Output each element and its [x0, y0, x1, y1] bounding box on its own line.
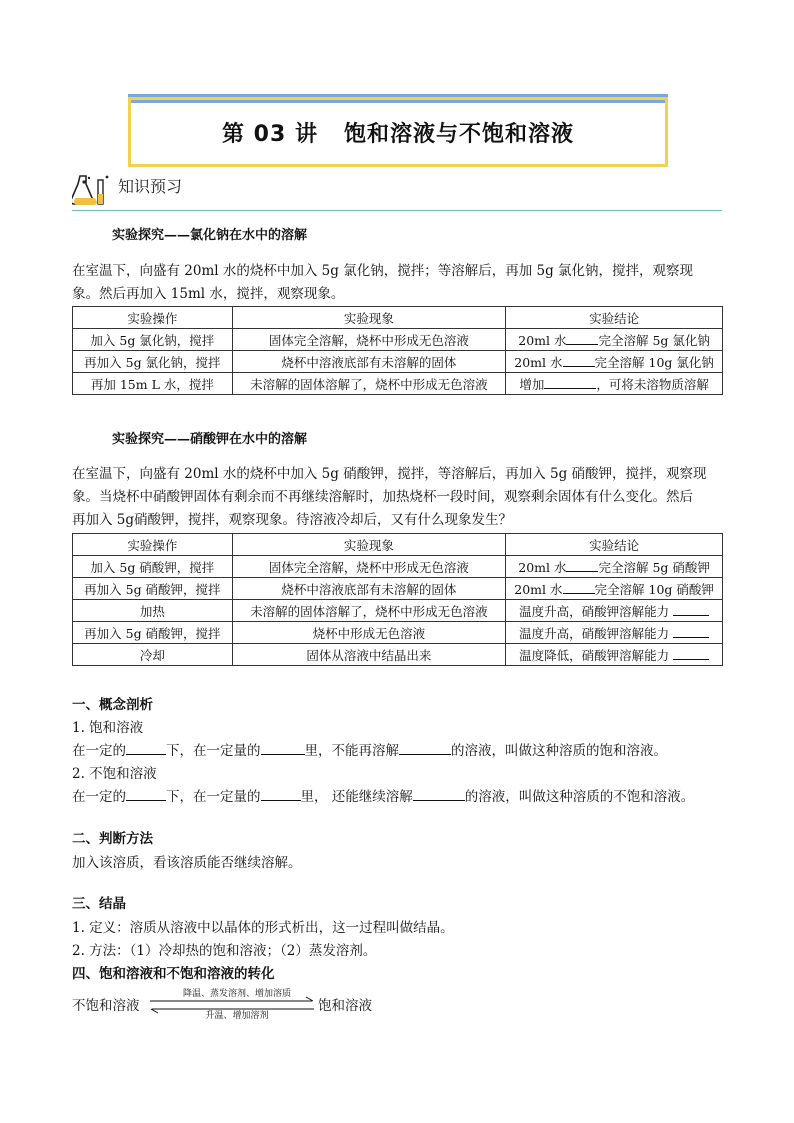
- exp1-title: 实验探究——氯化钠在水中的溶解: [112, 228, 308, 243]
- fill-blank[interactable]: [399, 740, 451, 755]
- fill-blank[interactable]: [544, 374, 596, 389]
- header-cell: 实验操作: [73, 307, 233, 329]
- crystal-definition: 1. 定义：溶质从溶液中以晶体的形式析出，这一过程叫做结晶。: [72, 920, 454, 936]
- cell-conclusion: 20ml 水 完全溶解 10g 氯化钠: [506, 351, 723, 373]
- fill-blank[interactable]: [673, 601, 709, 616]
- cell-operation: 加热: [73, 600, 233, 622]
- lab-flask-icon: [72, 172, 112, 208]
- header-cell: 实验现象: [232, 534, 505, 556]
- cell-phenomenon: 烧杯中溶液底部有未溶解的固体: [232, 351, 505, 373]
- header-cell: 实验操作: [73, 534, 233, 556]
- table-row: [73, 644, 723, 666]
- fill-blank[interactable]: [563, 352, 595, 367]
- convert-heading: 四、饱和溶液和不饱和溶液的转化: [72, 966, 275, 982]
- section-divider: [72, 210, 722, 211]
- exp2-title: 实验探究——硝酸钾在水中的溶解: [112, 432, 308, 447]
- fill-blank[interactable]: [566, 557, 598, 572]
- cell-conclusion: 温度升高，硝酸钾溶解能力: [506, 622, 723, 644]
- crystal-heading: 三、结晶: [72, 896, 126, 912]
- cell-phenomenon: 固体从溶液中结晶出来: [232, 644, 505, 666]
- fill-blank[interactable]: [673, 645, 709, 660]
- cell-phenomenon: 固体完全溶解，烧杯中形成无色溶液: [232, 329, 505, 351]
- crystal-method: 2. 方法：（1）冷却热的饱和溶液；（2）蒸发溶剂。: [72, 943, 377, 959]
- exp2-para-line1: 在室温下，向盛有 20ml 水的烧杯中加入 5g 硝酸钾，搅拌，等溶解后，再加入 5g 硝酸钾，搅拌，观察现: [72, 466, 707, 482]
- concept-item-1: 1. 饱和溶液: [72, 720, 144, 736]
- concepts-heading: 一、概念剖析: [72, 697, 153, 713]
- cell-operation: 加入 5g 硝酸钾，搅拌: [73, 556, 233, 578]
- table-row: [73, 622, 723, 644]
- fill-blank[interactable]: [261, 740, 305, 755]
- lesson-number: 第 03 讲: [222, 121, 318, 147]
- fill-blank[interactable]: [413, 786, 465, 801]
- cell-operation: 再加入 5g 硝酸钾，搅拌: [73, 622, 233, 644]
- exp1-para-line2: 象。然后再加入 15ml 水，搅拌，观察现象。: [72, 286, 345, 302]
- judge-heading: 二、判断方法: [72, 831, 153, 847]
- exp2-para-line3: 再加入 5g硝酸钾，搅拌，观察现象。待溶液冷却后，又有什么现象发生？: [72, 512, 513, 528]
- concept-line-2: 在一定的 下，在一定量的 里， 还能继续溶解 的溶液，叫做这种溶质的不饱和溶液。: [72, 785, 694, 805]
- fill-blank[interactable]: [126, 786, 166, 801]
- table-row: [73, 329, 723, 351]
- convert-right-label: 饱和溶液: [318, 998, 372, 1014]
- cell-phenomenon: 未溶解的固体溶解了，烧杯中形成无色溶液: [232, 373, 505, 395]
- cell-phenomenon: 固体完全溶解，烧杯中形成无色溶液: [232, 556, 505, 578]
- cell-operation: 再加 15m L 水，搅拌: [73, 373, 233, 395]
- table-row: [73, 351, 723, 373]
- section-header-label: 知识预习: [118, 177, 183, 196]
- table-row: [73, 556, 723, 578]
- exp2-para-line2: 象。当烧杯中硝酸钾固体有剩余而不再继续溶解时，加热烧杯一段时间，观察剩余固体有什么变化。然后: [72, 489, 693, 505]
- table-header-row: [73, 307, 723, 329]
- table-row: [73, 373, 723, 395]
- cell-operation: 再加入 5g 氯化钠，搅拌: [73, 351, 233, 373]
- section-header: [72, 168, 722, 210]
- convert-left-label: 不饱和溶液: [72, 998, 140, 1014]
- cell-conclusion: 20ml 水 完全溶解 5g 硝酸钾: [506, 556, 723, 578]
- concept-line-1: 在一定的 下，在一定量的 里，不能再溶解 的溶液，叫做这种溶质的饱和溶液。: [72, 739, 667, 759]
- cell-operation: 再加入 5g 硝酸钾，搅拌: [73, 578, 233, 600]
- cell-phenomenon: 烧杯中形成无色溶液: [232, 622, 505, 644]
- header-cell: 实验结论: [506, 534, 723, 556]
- fill-blank[interactable]: [563, 579, 595, 594]
- cell-operation: 冷却: [73, 644, 233, 666]
- fill-blank[interactable]: [566, 330, 598, 345]
- cell-conclusion: 增加 ，可将未溶物质溶解: [506, 373, 723, 395]
- lesson-title-box: [128, 97, 668, 167]
- exp1-para-line1: 在室温下，向盛有 20ml 水的烧杯中加入 5g 氯化钠，搅拌；等溶解后，再加 5g 氯化钠，搅拌，观察现: [72, 263, 694, 279]
- cell-conclusion: 20ml 水 完全溶解 5g 氯化钠: [506, 329, 723, 351]
- cell-phenomenon: 烧杯中溶液底部有未溶解的固体: [232, 578, 505, 600]
- header-cell: 实验结论: [506, 307, 723, 329]
- lesson-title: 饱和溶液与不饱和溶液: [343, 121, 574, 147]
- judge-text: 加入该溶质，看该溶质能否继续溶解。: [72, 855, 302, 871]
- convert-top-condition: 降温、蒸发溶剂、增加溶质: [182, 989, 291, 999]
- cell-conclusion: 温度降低，硝酸钾溶解能力: [506, 644, 723, 666]
- cell-conclusion: 温度升高，硝酸钾溶解能力: [506, 600, 723, 622]
- cell-phenomenon: 未溶解的固体溶解了，烧杯中形成无色溶液: [232, 600, 505, 622]
- concept-item-2: 2. 不饱和溶液: [72, 766, 157, 782]
- table-header-row: [73, 534, 723, 556]
- fill-blank[interactable]: [261, 786, 301, 801]
- exp1-table: [72, 306, 723, 395]
- cell-operation: 加入 5g 氯化钠，搅拌: [73, 329, 233, 351]
- table-row: [73, 578, 723, 600]
- convert-bottom-condition: 升温、增加溶剂: [205, 1011, 269, 1021]
- fill-blank[interactable]: [126, 740, 166, 755]
- fill-blank[interactable]: [673, 623, 709, 638]
- header-cell: 实验现象: [232, 307, 505, 329]
- cell-conclusion: 20ml 水 完全溶解 10g 硝酸钾: [506, 578, 723, 600]
- exp2-table: [72, 533, 723, 666]
- table-row: [73, 600, 723, 622]
